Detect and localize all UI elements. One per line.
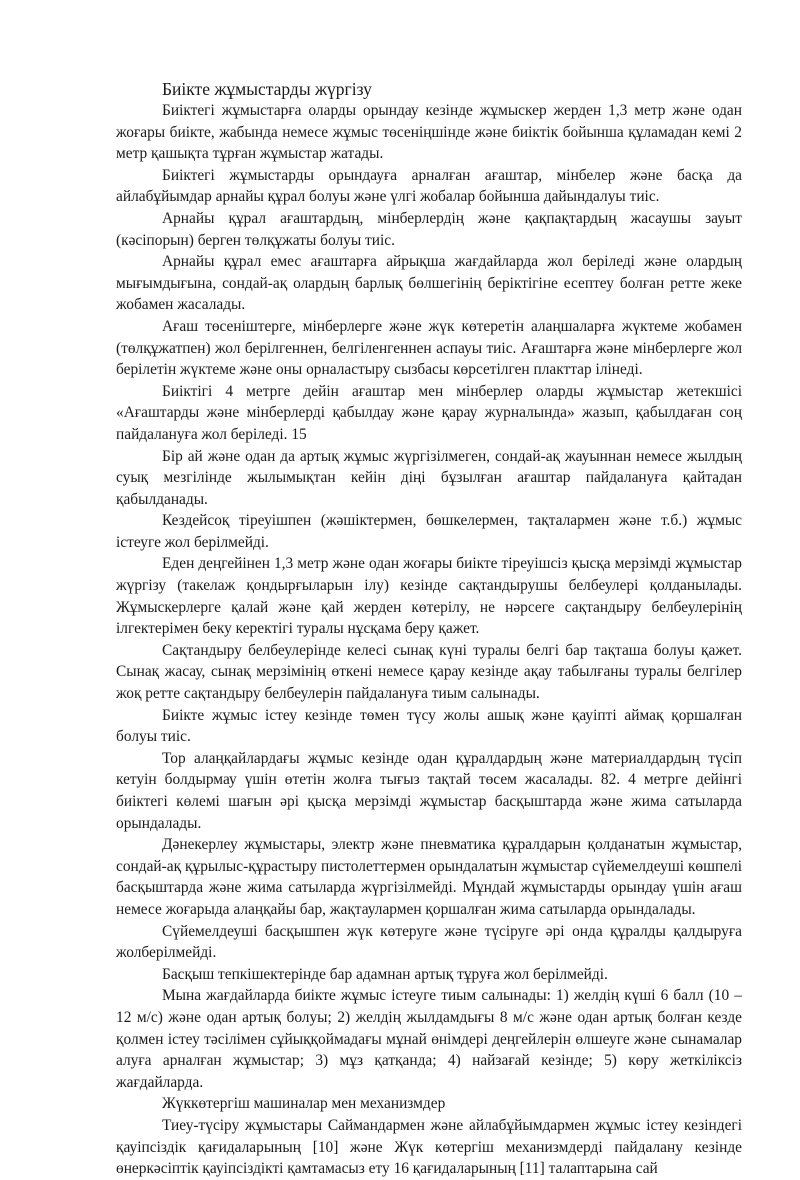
paragraph-14: Сүйемелдеуші басқышпен жүк көтеруге және түсіруге әрі онда құралды қалдыруға жолберілмейді. — [116, 922, 742, 962]
paragraph-9: Еден деңгейінен 1,3 метр және одан жоғары биікте тіреуішсіз қысқа мерзімді жұмыстар жүргізу (такелаж қондырғыларын ілу) кезінде сақтандырушы белбеулері қолданылады. Жұмыскерлерге қалай және қай жерден көтерілу, не нәрсеге сақтандыру белбеулерінің ілгектерімен беку керектігі туралы нұсқама беру қажет. — [116, 555, 742, 638]
paragraph-13: Дәнекерлеу жұмыстары, электр және пневматика құралдарын қолданатын жұмыстар, сондай-ақ құрылыс-құрастыру пистолеттермен орындалатын жұмыстар сүйемелдеуші көшпелі басқыштарда және жима сатыларда жүргізілмейді. Мұндай жұмыстарды орындау үшін ағаш немесе жоғарыда алаңқайы бар, жақтаулармен қоршалған жима сатыларда орындалады. — [116, 836, 742, 918]
paragraph-1: Биіктегі жұмыстарға оларды орындау кезінде жұмыскер жерден 1,3 метр және одан жоғары биікте, жабында немесе жұмыс төсеніңшінде және биіктік бойынша құламадан кемі 2 метр қашықта тұрған жұмыстар жатады. — [116, 102, 742, 163]
paragraph-3: Арнайы құрал ағаштардың, мінберлердің және қақпақтардың жасаушы зауыт (кәсіпорын) берген төлқұжаты болуы тиіс. — [116, 209, 742, 249]
paragraph-12: Тор алаңқайлардағы жұмыс кезінде одан құралдардың және материалдардың түсіп кетуін болдырмау үшін өтетін жолға тығыз тақтай төсем жасалады. 82. 4 метрге дейінгі биіктегі көлемі шағын әрі қысқа мерзімді жұмыстар басқыштарда және жима сатыларда орындалады. — [116, 749, 742, 832]
paragraph-10: Сақтандыру белбеулерінде келесі сынақ күні туралы белгі бар тақташа болуы қажет. Сынақ жасау, сынақ мерзімінің өткені немесе қарау кезінде ақау табылғаны туралы белгілер жоқ ретте сақтандыру белбеулерін пайдалануға тиым салынады. — [116, 641, 742, 703]
document-page — [116, 78, 742, 1180]
paragraph-7: Бір ай және одан да артық жұмыс жүргізілмеген, сондай-ақ жауыннан немесе жылдың суық мезгілінде жылымықтан кейін діңі бұзылған ағаштар пайдалануға қайтадан қабылданады. — [116, 447, 742, 508]
section-heading: Биікте жұмыстарды жүргізу — [162, 79, 372, 99]
paragraph-8: Кездейсоқ тіреуішпен (жәшіктермен, бөшкелермен, тақталармен және т.б.) жұмыс істеуге жол берілмейді. — [116, 512, 742, 551]
paragraph-5: Ағаш төсеніштерге, мінберлерге және жүк көтеретін алаңшаларға жүктеме жобамен (төлқұжатпен) жол берілгеннен, белгіленгеннен аспауы тиіс. Ағаштарға және мінберлерге жол берілетін жүктеме және оны орналастыру сызбасы көрсетілген плакттар ілінеді. — [116, 317, 742, 379]
paragraph-4: Арнайы құрал емес ағаштарға айрықша жағдайларда жол беріледі және олардың мығымдығына, сондай-ақ олардың барлық бөлшегінің беріктігіне есептеу болған ретте жеке жобамен жасалады. — [116, 253, 742, 314]
paragraph-15: Басқыш тепкішектерінде бар адамнан артық тұруға жол берілмейді. — [162, 965, 608, 983]
paragraph-16: Мына жағдайларда биікте жұмыс істеуге тиым салынады: 1) желдің күші 6 балл (10 – 12 м/с) және одан артық болуы; 2) желдің жылдамдығы 8 м/с және одан артық болған кезде қолмен істеу тәсілімен сұйыққоймадағы мұнай өнімдері деңгейлерін өлшеуге және сынамалар алуға арналған жұмыстар; 3) мұз қатқанда; 4) найзағай кезінде; 5) көру жеткіліксіз жағдайларда. — [116, 987, 742, 1091]
paragraph-11: Биікте жұмыс істеу кезінде төмен түсу жолы ашық және қауіпті аймақ қоршалған болуы тиіс. — [116, 706, 742, 746]
paragraph-final: Тиеу-түсіру жұмыстары Саймандармен және айлабұйымдармен жұмыс істеу кезіндегі қауіпсіздік қағидаларының [10] және Жүк көтергіш механизмдерді пайдалану кезінде өнеркәсіптік қауіпсіздікті қамтамасыз ету 16 қағидаларының [11] талаптарына сай — [116, 1116, 742, 1178]
subsection-heading: Жүккөтергіш машиналар мен механизмдер — [162, 1095, 446, 1113]
paragraph-6: Биіктігі 4 метрге дейін ағаштар мен мінберлер оларды жұмыстар жетекшісі «Ағаштарды және мінберлерді қабылдау және қарау журналында» жазып, қабылдаған соң пайдалануға жол беріледі. 15 — [116, 382, 742, 443]
paragraph-2: Биіктегі жұмыстарды орындауға арналған ағаштар, мінбелер және басқа да айлабұйымдар арнайы құрал болуы және үлгі жобалар бойынша дайындалуы тиіс. — [116, 166, 742, 206]
